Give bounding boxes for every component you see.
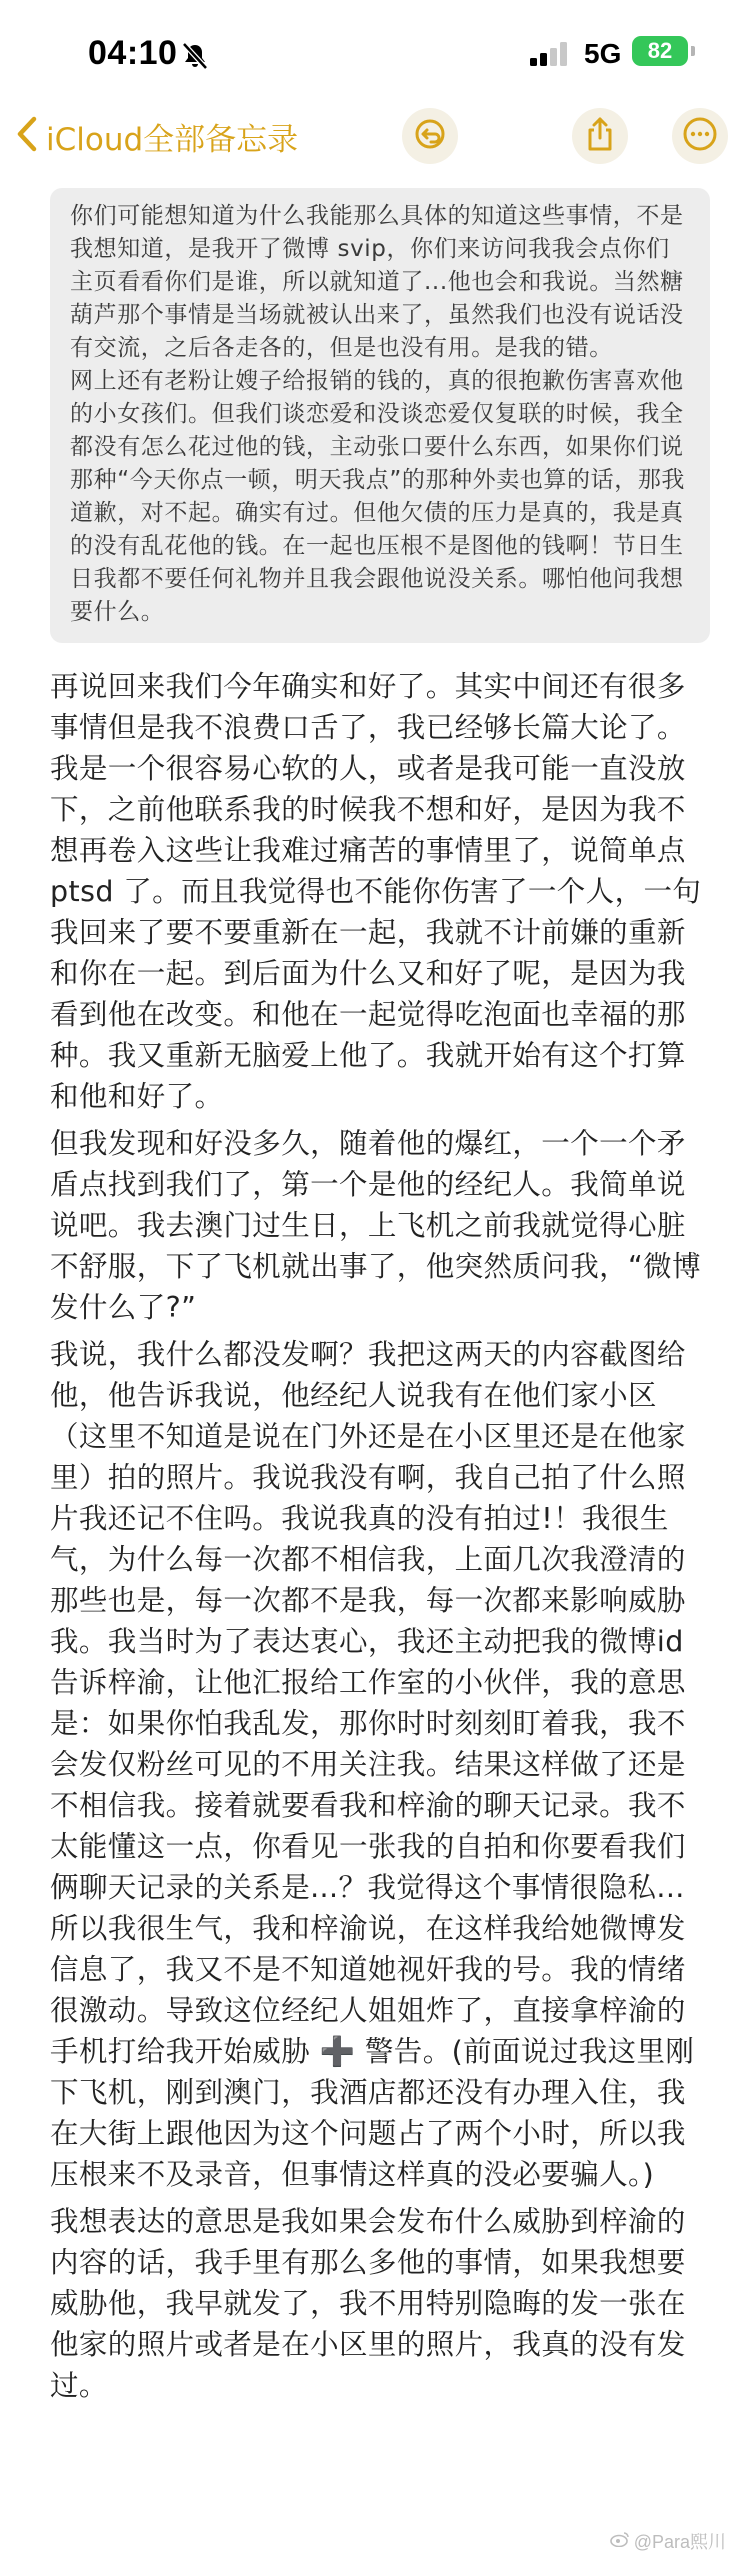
back-label: iCloud全部备忘录: [46, 121, 299, 158]
watermark: [610, 2528, 726, 2554]
status-bar: [0, 0, 752, 100]
quote-paragraph: 你们可能想知道为什么我能那么具体的知道这些事情，不是我想知道，是我开了微博 svip，你们来访问我我会点你们主页看看你们是谁，所以就知道了...他也会和我说。当然糖葫芦那个事情是当场就被认出来了，虽然我们也没有说话没有交流，之后各走各的，但是也没有用。是我的错。: [70, 203, 684, 361]
weibo-logo-icon: [610, 2531, 630, 2552]
network-type: 5G: [584, 38, 622, 69]
back-button[interactable]: [16, 108, 298, 164]
battery-cap: [691, 46, 695, 56]
nav-bar: [0, 100, 752, 178]
ellipsis-circle-icon: [682, 116, 718, 156]
body-paragraph: 但我发现和好没多久，随着他的爆红，一个一个矛盾点找到我们了，第一个是他的经纪人。我简单说说吧。我去澳门过生日，上飞机之前我就觉得心脏不舒服，下了飞机就出事了，他突然质问我，“微博发什么了?”: [50, 1127, 701, 1324]
share-icon: [585, 116, 615, 156]
undo-icon: [413, 117, 447, 155]
undo-button[interactable]: [402, 108, 458, 164]
battery-indicator: 82: [632, 36, 688, 66]
status-time: 04:10: [88, 34, 178, 72]
chevron-left-icon: [16, 115, 38, 157]
body-paragraph: 我想表达的意思是我如果会发布什么威胁到梓渝的内容的话，我手里有那么多他的事情，如果我想要威胁他，我早就发了，我不用特别隐晦的发一张在他家的照片或者是在小区里的照片，我真的没有发过。: [50, 2205, 686, 2402]
body-paragraph: 我说，我什么都没发啊？我把这两天的内容截图给他，他告诉我说，他经纪人说我有在他们家小区（这里不知道是说在门外还是在小区里还是在他家里）拍的照片。我说我没有啊，我自己拍了什么照片我还记不住吗。我说我真的没有拍过!！我很生气，为什么每一次都不相信我，上面几次我澄清的那些也是，每一次都不是我，每一次都来影响威胁我。我当时为了表达衷心，我还主动把我的微博id告诉梓渝，让他汇报给工作室的小伙伴，我的意思是：如果你怕我乱发，那你时时刻刻盯着我，我不会发仅粉丝可见的不用关注我。结果这样做了还是不相信我。接着就要看我和梓渝的聊天记录。我不太能懂这一点，你看见一张我的自拍和你要看我们俩聊天记录的关系是...？我觉得这个事情很隐私...所以我很生气，我和梓渝说，在这样我给她微博发信息了，我又不是不知道她视奸我的号。我的情绪很激动。导致这位经纪人姐姐炸了，直接拿梓渝的手机打给我开始威胁 ➕ 警告。(前面说过我这里刚下飞机，刚到澳门，我酒店都还没有办理入住，我在大街上跟他因为这个问题占了两个小时，所以我压根来不及录音，但事情这样真的没必要骗人。): [50, 1338, 695, 2191]
signal-bars-icon: [530, 42, 570, 70]
more-button[interactable]: [672, 108, 728, 164]
share-button[interactable]: [572, 108, 628, 164]
quoted-note-block[interactable]: [50, 188, 710, 643]
quote-paragraph: 网上还有老粉让嫂子给报销的钱的，真的很抱歉伤害喜欢他的小女孩们。但我们谈恋爱和没谈恋爱仅复联的时候，我全都没有怎么花过他的钱，主动张口要什么东西，如果你们说那种“今天你点一顿，明天我点”的那种外卖也算的话，那我道歉，对不起。确实有过。但他欠债的压力是真的，我是真的没有乱花他的钱。在一起也压根不是图他的钱啊！节日生日我都不要任何礼物并且我会跟他说没关系。哪怕他问我想要什么。: [70, 368, 686, 625]
note-body[interactable]: [50, 666, 712, 2412]
bell-slash-icon: [182, 42, 208, 74]
watermark-text: @Para熙川: [633, 2532, 726, 2552]
body-paragraph: 再说回来我们今年确实和好了。其实中间还有很多事情但是我不浪费口舌了，我已经够长篇大论了。我是一个很容易心软的人，或者是我可能一直没放下，之前他联系我的时候我不想和好，是因为我不想再卷入这些让我难过痛苦的事情里了，说简单点 ptsd 了。而且我觉得也不能你伤害了一个人，一句我回来了要不要重新在一起，我就不计前嫌的重新和你在一起。到后面为什么又和好了呢，是因为我看到他在改变。和他在一起觉得吃泡面也幸福的那种。我又重新无脑爱上他了。我就开始有这个打算和他和好了。: [50, 670, 702, 1113]
